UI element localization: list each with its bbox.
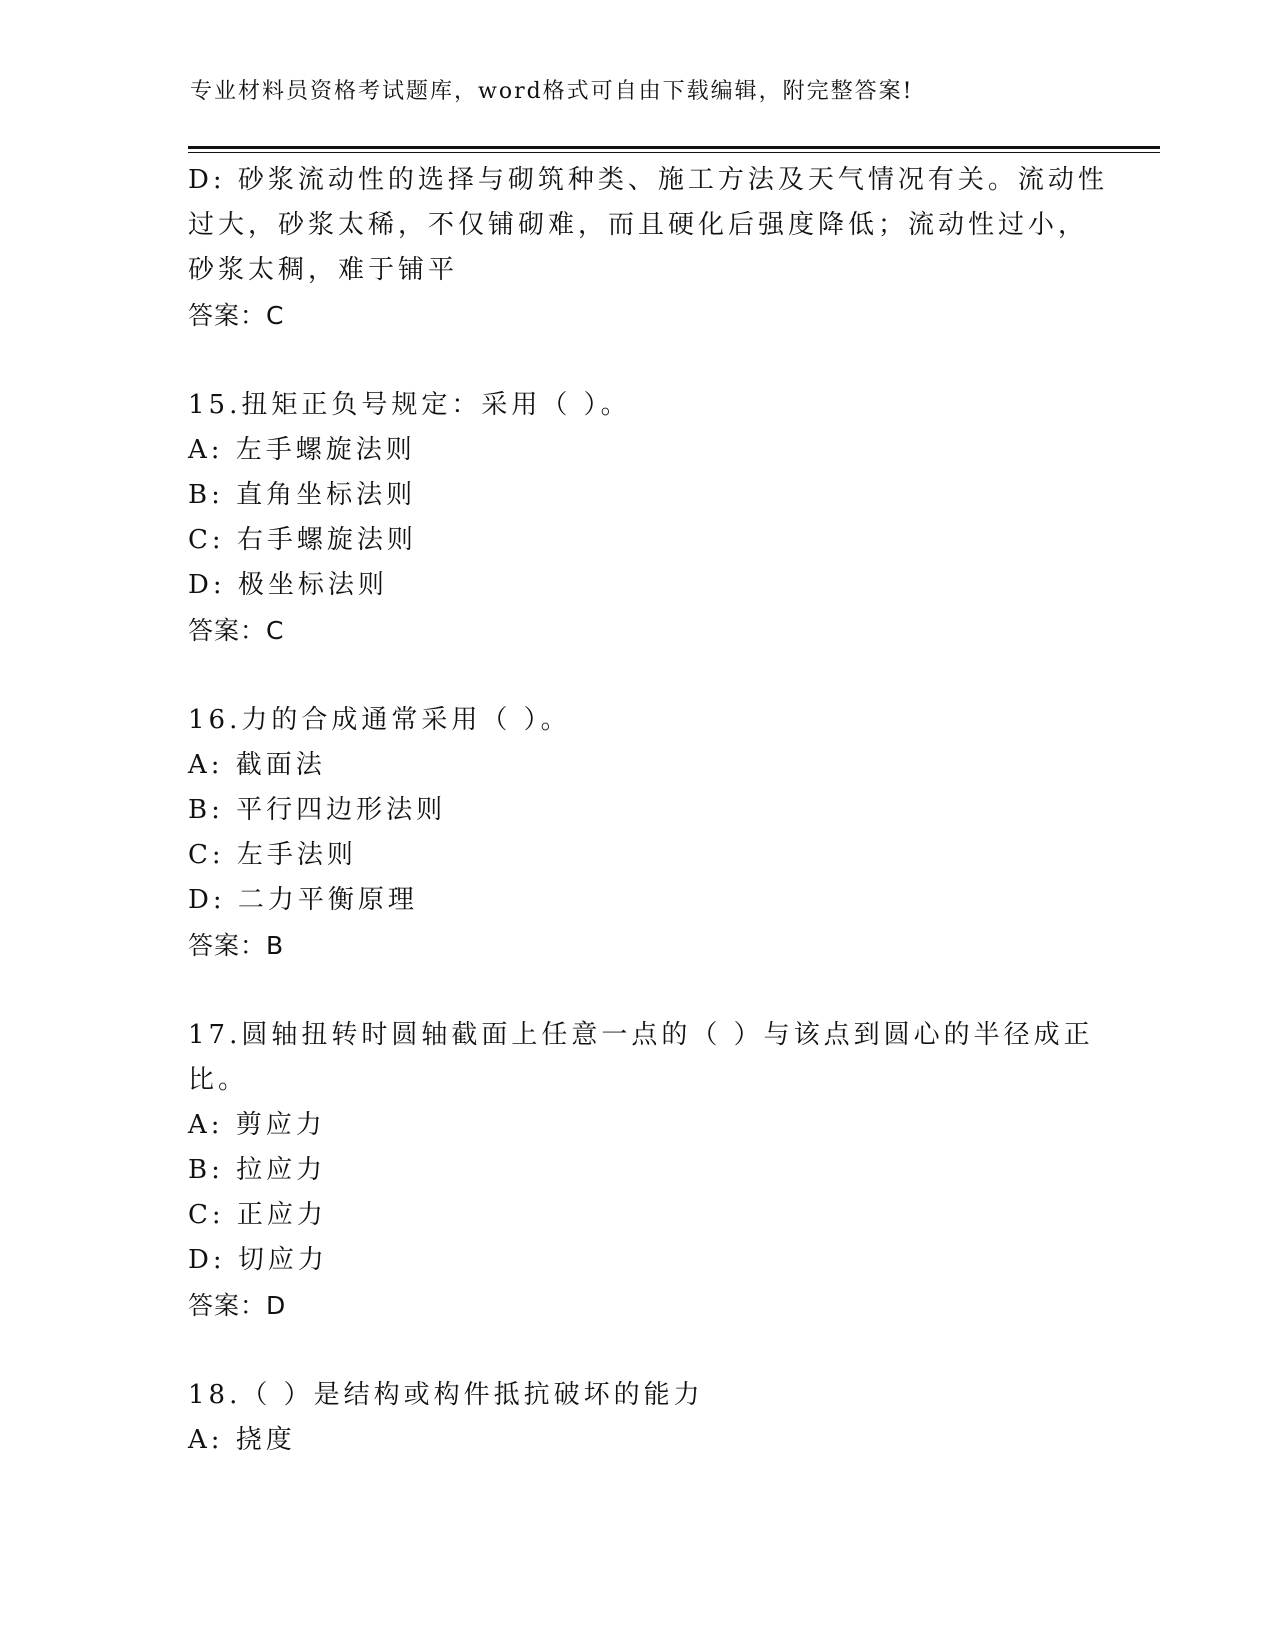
header-rule-thick <box>188 146 1160 149</box>
answer-line: 答案：C <box>188 301 285 330</box>
option-a: A: 截面法 <box>188 750 326 780</box>
question-stem: 16.力的合成通常采用（ ）。 <box>188 705 571 735</box>
option-b: B: 拉应力 <box>188 1155 327 1185</box>
option-d: D: 切应力 <box>188 1245 328 1275</box>
question-stem: 18.（ ）是结构或构件抵抗破坏的能力 <box>188 1380 704 1410</box>
question-18 <box>188 1373 1088 1463</box>
option-b: B: 直角坐标法则 <box>188 480 417 510</box>
option-a: A: 剪应力 <box>188 1110 326 1140</box>
prev-question <box>188 158 1108 338</box>
option-c: C: 正应力 <box>188 1200 327 1230</box>
option-d: D: 极坐标法则 <box>188 570 388 600</box>
question-stem: 15.扭矩正负号规定：采用（ ）。 <box>188 390 631 420</box>
question-17 <box>188 1013 1094 1328</box>
option-a: A: 左手螺旋法则 <box>188 435 416 465</box>
question-stem: 17.圆轴扭转时圆轴截面上任意一点的（ ）与该点到圆心的半径成正 <box>188 1020 1094 1050</box>
option-d-line: 砂浆太稠，难于铺平 <box>188 255 459 285</box>
answer-line: 答案：C <box>188 616 285 645</box>
answer-line: 答案：D <box>188 1291 287 1320</box>
option-b: B: 平行四边形法则 <box>188 795 447 825</box>
option-c: C: 右手螺旋法则 <box>188 525 417 555</box>
question-15 <box>188 383 1088 653</box>
option-c: C: 左手法则 <box>188 840 357 870</box>
document-body <box>188 158 1108 1463</box>
header-rule-thin <box>188 152 1160 153</box>
option-a: A: 挠度 <box>188 1425 296 1455</box>
option-d: D: 二力平衡原理 <box>188 885 418 915</box>
option-d-line: D: 砂浆流动性的选择与砌筑种类、施工方法及天气情况有关。流动性 <box>188 165 1108 195</box>
question-stem-continued: 比。 <box>188 1065 249 1095</box>
answer-line: 答案：B <box>188 931 285 960</box>
option-d-line: 过大，砂浆太稀，不仅铺砌难，而且硬化后强度降低；流动性过小， <box>188 210 1089 240</box>
question-16 <box>188 698 1088 968</box>
page-header: 专业材料员资格考试题库，word格式可自由下载编辑，附完整答案! <box>190 79 914 104</box>
